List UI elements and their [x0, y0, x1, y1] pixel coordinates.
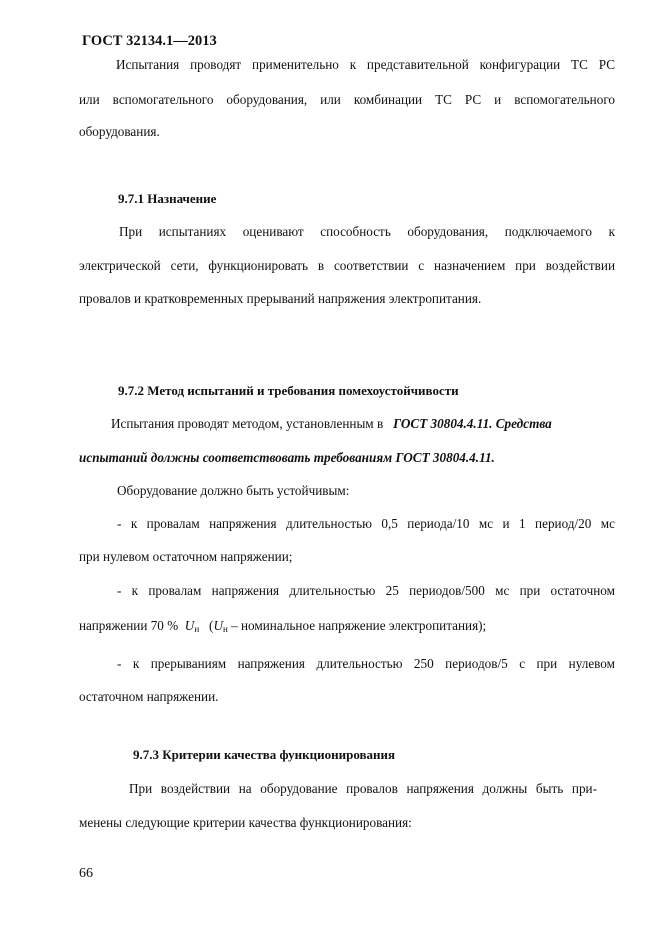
s972-para1-tail: . Средства [489, 416, 552, 431]
section-9-7-2-heading: 9.7.2 Метод испытаний и требования помехоустойчивости [118, 383, 459, 398]
intro-line-3: оборудования. [79, 124, 160, 139]
section-9-7-1-heading: 9.7.1 Назначение [118, 191, 217, 206]
s972-para1-line-2: испытаний должны соответствовать требованиям ГОСТ 30804.4.11. [79, 450, 495, 465]
s971-line-3: провалов и кратковременных прерываний напряжения электропитания. [79, 291, 482, 306]
s972-bullet2-line-1: - к провалам напряжения длительностью 25 периодов/500 мс при остаточном [117, 583, 615, 598]
s973-line-2: менены следующие критерии качества функционирования: [79, 815, 412, 830]
s972-para2: Оборудование должно быть устойчивым: [117, 483, 350, 498]
s972-bullet3-line-2: остаточном напряжении. [79, 689, 219, 704]
u-symbol: U [184, 618, 195, 633]
gost-reference-link: ГОСТ 30804.4.11 [393, 416, 490, 431]
s972-para1-line-1 [111, 416, 615, 432]
intro-line-1: Испытания проводят применительно к представительной конфигурации ТС РС [116, 57, 615, 72]
s973-line-1: При воздействии на оборудование провалов напряжения должны быть при- [129, 781, 597, 796]
u-symbol-2: U [213, 618, 223, 633]
s972-para1-text: Испытания проводят методом, установленным в [111, 416, 384, 431]
bullet2-paren: ( [209, 618, 214, 633]
section-9-7-3-heading: 9.7.3 Критерии качества функционирования [133, 747, 396, 762]
s972-bullet2-line-2 [79, 618, 615, 637]
s972-bullet1-line-1: - к провалам напряжения длительностью 0,5 периода/10 мс и 1 период/20 мс [117, 516, 615, 531]
u-subscript: н [194, 624, 200, 634]
bullet2-text-c: – номинальное напряжение электропитания); [231, 618, 487, 633]
s972-bullet3-line-1: - к прерываниям напряжения длительностью 250 периодов/5 с при нулевом [117, 656, 615, 671]
page-number: 66 [79, 866, 93, 881]
u-subscript-2: н [222, 624, 228, 634]
bullet2-text-a: напряжении 70 % [79, 618, 179, 633]
intro-line-2: или вспомогательного оборудования, или комбинации ТС РС и вспомогательного [79, 92, 615, 107]
s971-line-2: электрической сети, функционировать в соответствии с назначением при воздействии [79, 258, 615, 273]
s971-line-1: При испытаниях оценивают способность оборудования, подключаемого к [119, 224, 615, 239]
document-header: ГОСТ 32134.1—2013 [82, 33, 217, 49]
s972-bullet1-line-2: при нулевом остаточном напряжении; [79, 549, 293, 564]
